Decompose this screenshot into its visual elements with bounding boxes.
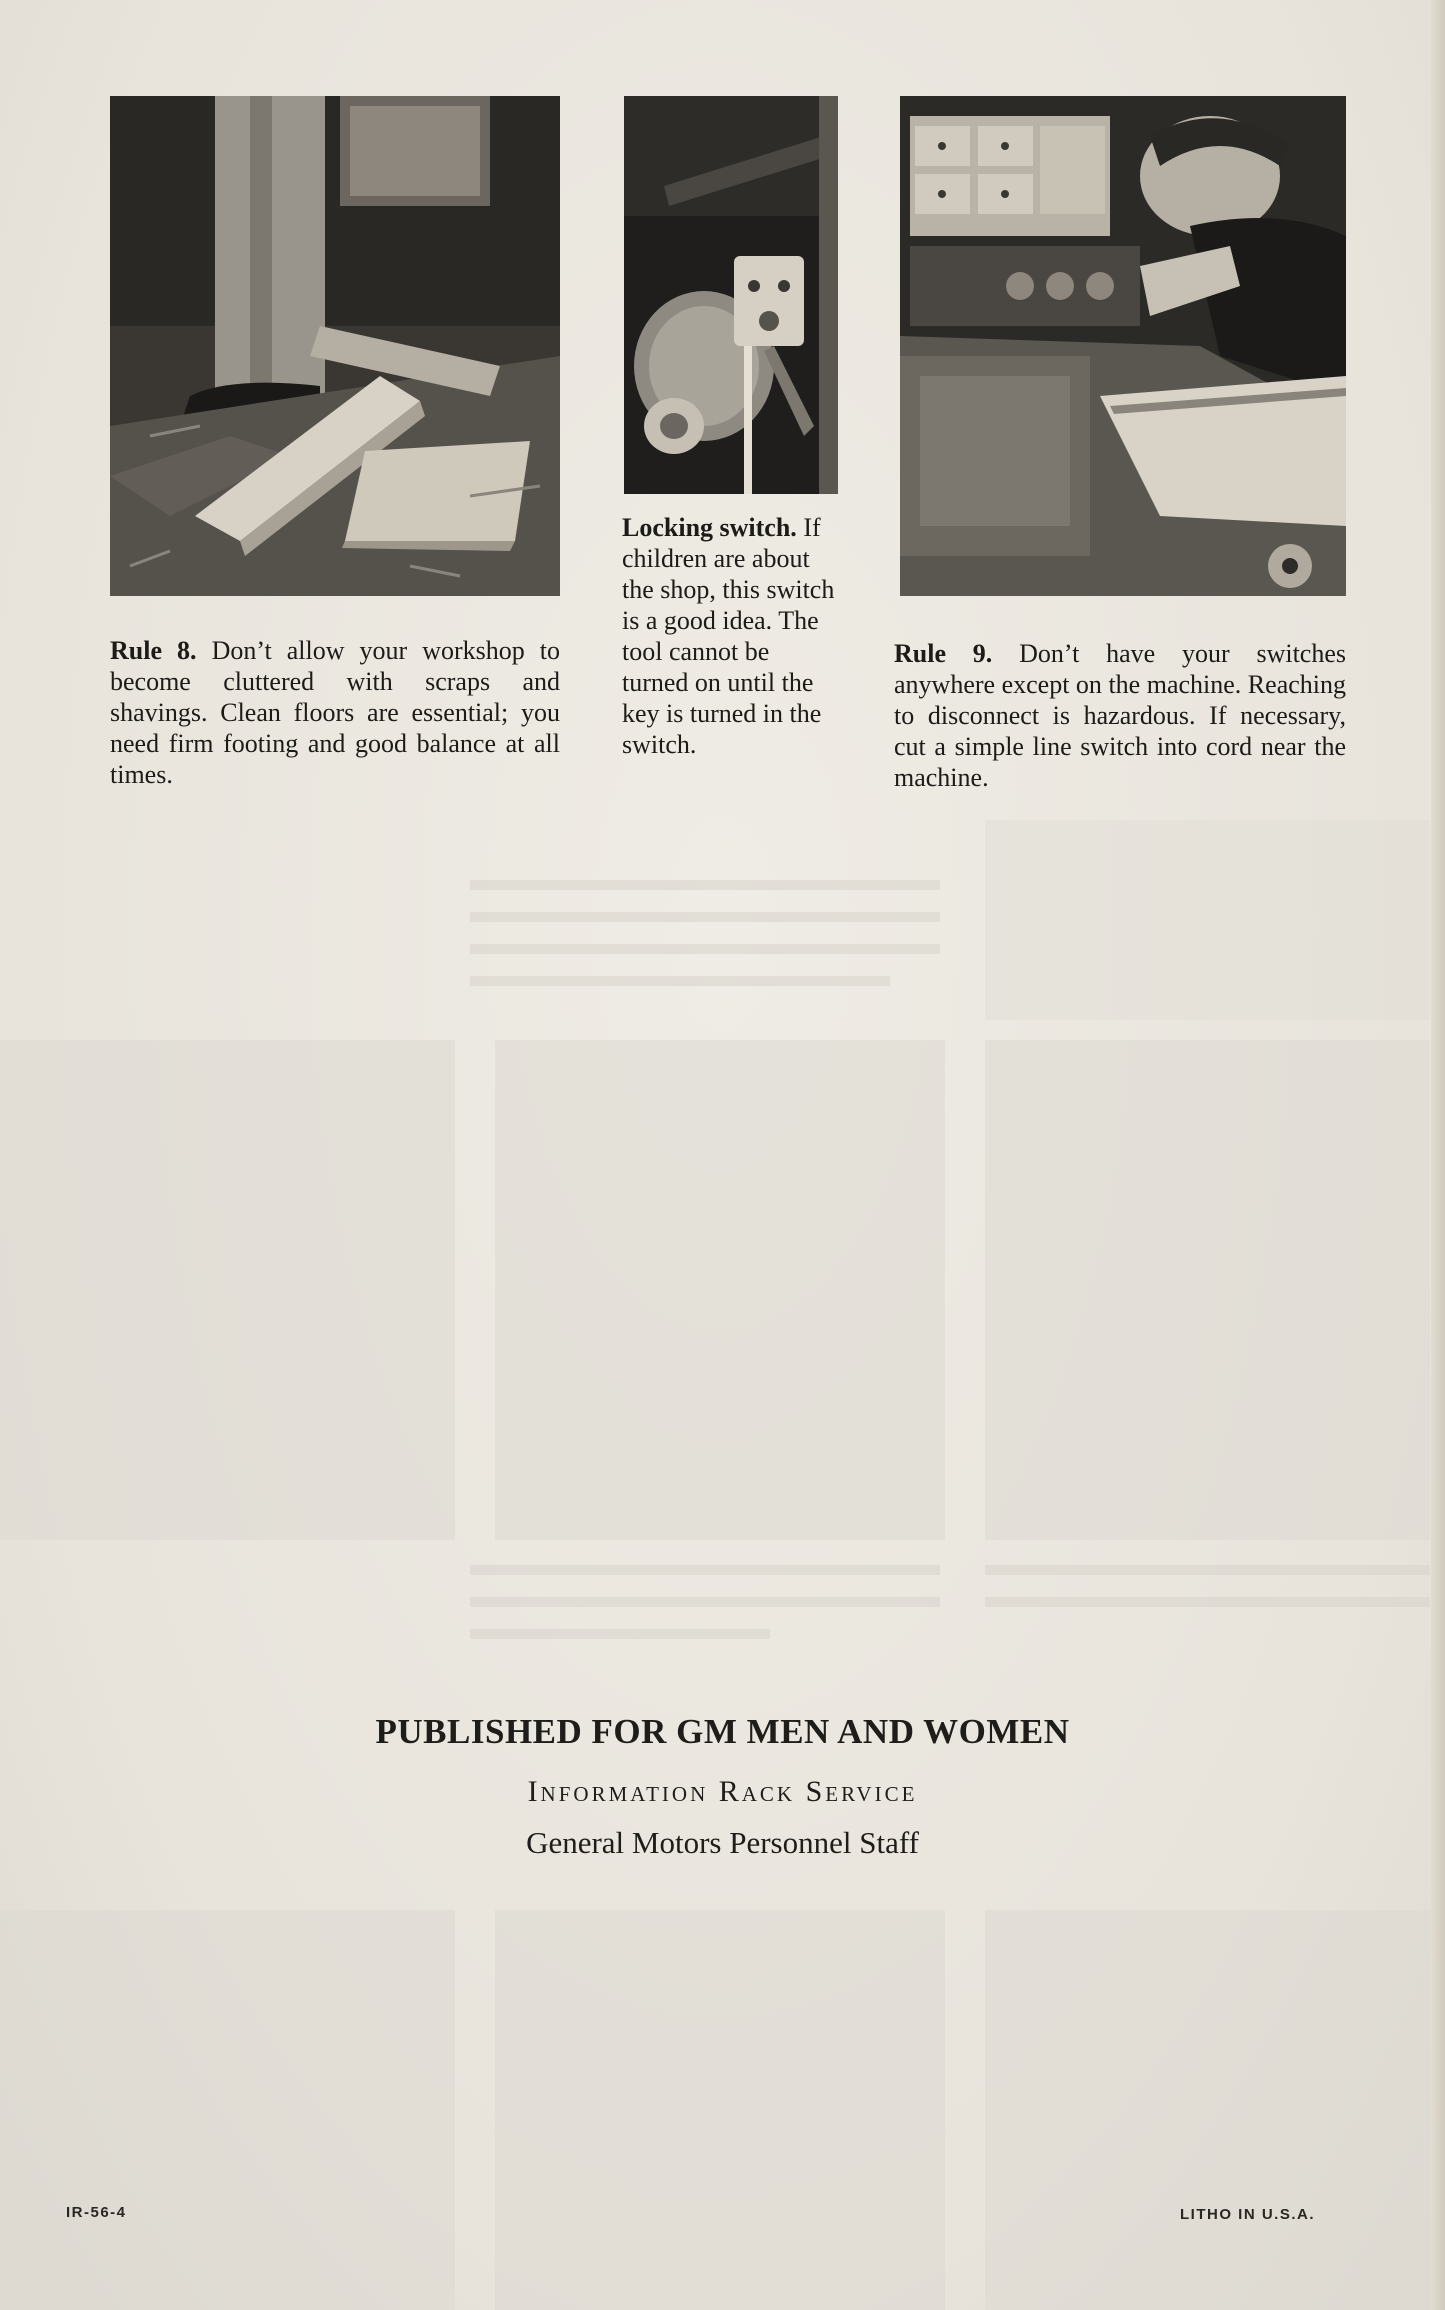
- show-through-line: [470, 976, 890, 986]
- show-through-block: [985, 1040, 1430, 1540]
- rule-8-text: Don’t allow your workshop to become cluttered with scraps and shavings. Clean floors are essential; you need firm footing and good balance at all times.: [110, 636, 561, 789]
- show-through-block: [495, 1910, 945, 2310]
- caption-locking-switch: [622, 512, 840, 760]
- publisher-service: Information Rack Service: [527, 1775, 918, 1808]
- show-through-block: [495, 1040, 945, 1540]
- page-edge: [1431, 0, 1445, 2310]
- show-through-line: [470, 912, 940, 922]
- show-through-line: [470, 880, 940, 890]
- form-code: IR-56-4: [66, 2204, 127, 2221]
- show-through-line: [470, 1597, 940, 1607]
- rule-9-text: Don’t have your switches anywhere except on the machine. Reaching to disconnect is hazardous. If necessary, cut a simple line switch into cord near the machine.: [894, 639, 1347, 792]
- publisher-staff: General Motors Personnel Staff: [526, 1825, 919, 1860]
- rule-8-label: Rule 8.: [110, 636, 197, 665]
- caption-rule-8: [110, 635, 560, 790]
- caption-rule-9: [894, 638, 1346, 793]
- show-through-block: [0, 1040, 455, 1540]
- publisher-title: PUBLISHED FOR GM MEN AND WOMEN: [375, 1712, 1070, 1751]
- photo-locking-switch: [624, 96, 838, 494]
- rule-9-label: Rule 9.: [894, 639, 993, 668]
- photo-cluttered-floor: [110, 96, 560, 596]
- show-through-line: [985, 1597, 1430, 1607]
- show-through-line: [470, 944, 940, 954]
- locking-switch-text: If children are about the shop, this switch is a good idea. The tool cannot be turned on until the key is turned in the switch.: [622, 513, 835, 759]
- locking-switch-label: Locking switch.: [622, 513, 797, 542]
- litho-notice: LITHO IN U.S.A.: [1180, 2206, 1315, 2223]
- photo-table-saw-switch: [900, 96, 1346, 596]
- show-through-block: [0, 1910, 455, 2310]
- show-through-line: [470, 1565, 940, 1575]
- show-through-line: [985, 1565, 1430, 1575]
- show-through-block: [985, 820, 1430, 1020]
- show-through-line: [470, 1629, 770, 1639]
- show-through-block: [985, 1910, 1430, 2310]
